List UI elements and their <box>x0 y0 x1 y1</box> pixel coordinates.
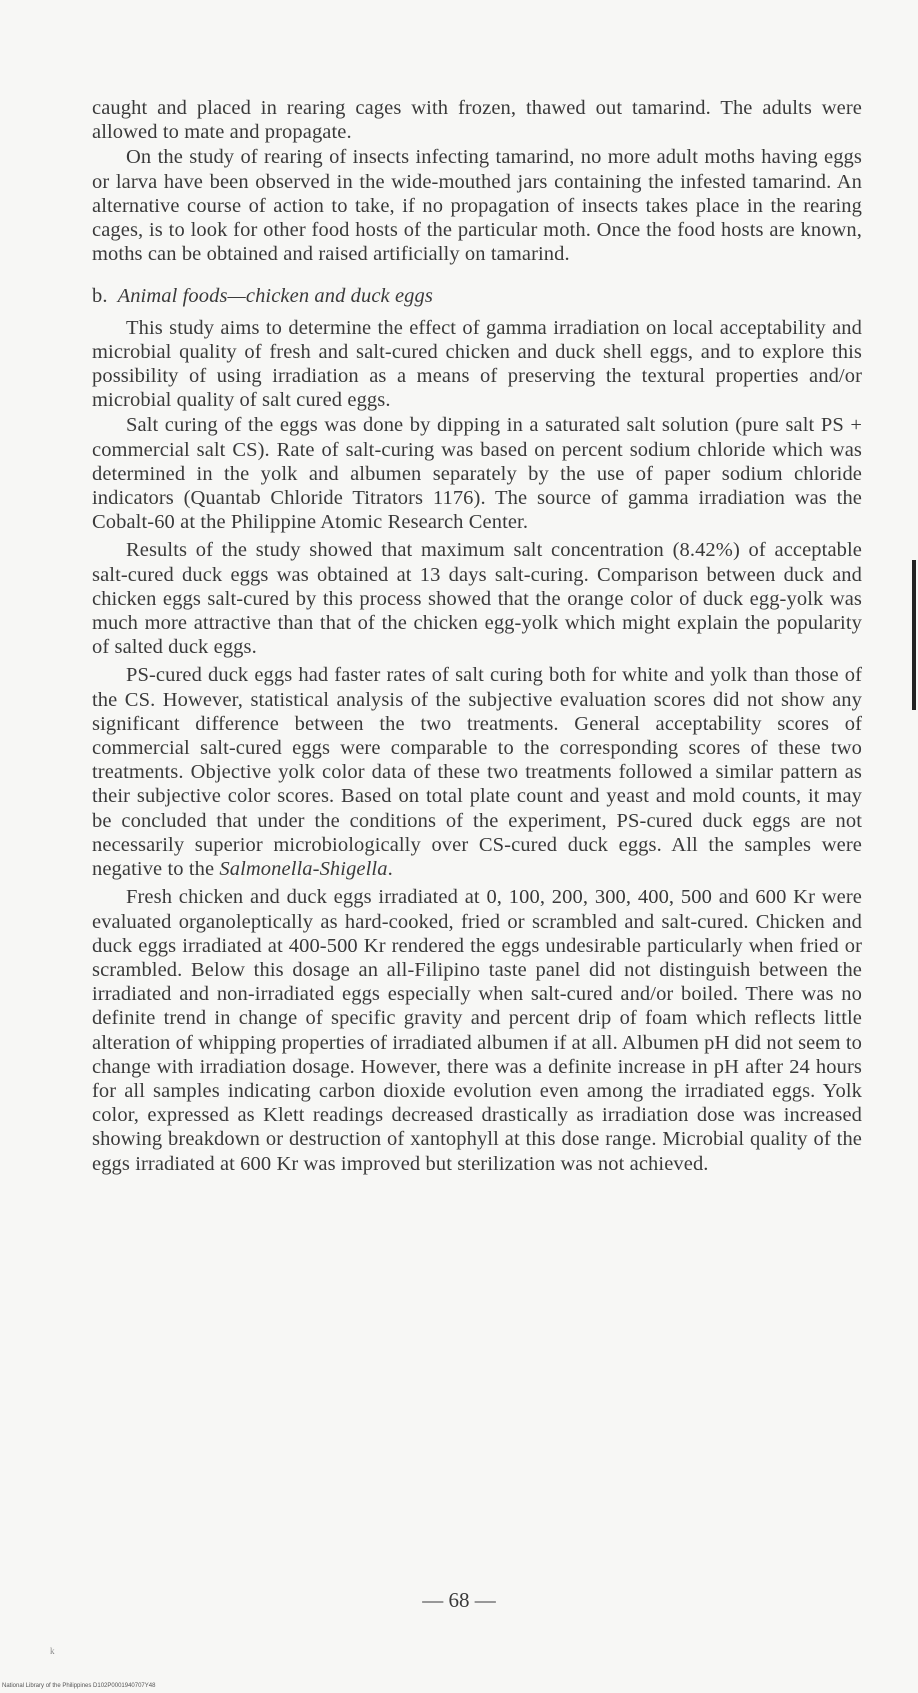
paragraph-rearing-study: On the study of rearing of insects infecting tamarind, no more adult moths having eggs or larva have been observed in the wide-mouthed jars containing the infested tamarind. An alternative course of action to take, if no propagation of insects takes place in the rearing cages, is to look for other food hosts of the particular moth. Once the food hosts are known, moths can be obtained and raised artificially on tamarind. <box>92 146 862 266</box>
paragraph-irradiation: Fresh chicken and duck eggs irradiated at 0, 100, 200, 300, 400, 500 and 600 Kr were evaluated organoleptically as hard-cooked, fried or scrambled and salt-cured. Chicken and duck eggs irradiated at 400-500 Kr rendered the eggs undesirable particularly when fried or scrambled. Below this dosage an all-Filipino taste panel did not distinguish between the irradiated and non-irradiated eggs especially when salt-cured and/or boiled. There was no definite trend in change of specific gravity and percent drip of foam which reflects little alteration of whipping properties of irradiated albumen if at all. Albumen pH did not seem to change with irradiation dosage. However, there was a definite increase in pH after 24 hours for all samples indicating carbon dioxide evolution even among the irradiated eggs. Yolk color, expressed as Klett readings decreased drastically as irradiation dose was increased showing breakdown or destruction of xantophyll at this dose range. Microbial quality of the eggs irradiated at 600 Kr was improved but sterilization was not achieved. <box>92 886 862 1175</box>
paragraph-ps-cured-text: PS-cured duck eggs had faster rates of salt curing both for white and yolk than those of the CS. However, statistical analysis of the subjective evaluation scores did not show any significant difference between the two treatments. General acceptability scores of commercial salt-cured eggs were comparable to the corresponding scores of these two treatments. Objective yolk color data of these two treatments followed a similar pattern as their subjective color scores. Based on total plate count and yeast and mold counts, it may be concluded that under the conditions of the experiment, PS-cured duck eggs are not necessarily superior microbiologically over CS-cured duck eggs. All the samples were negative to the <box>92 664 862 881</box>
section-heading <box>92 284 862 308</box>
paragraph-ps-cured-end: . <box>387 858 393 881</box>
paragraph-ps-cured <box>92 663 862 881</box>
section-title: Animal foods—chicken and duck eggs <box>117 285 433 308</box>
section-letter: b. <box>92 285 108 308</box>
library-credit: National Library of the Philippines D102P0001940707Y48 <box>2 1683 156 1689</box>
page-number: — 68 — <box>422 1588 496 1612</box>
scan-edge-mark <box>912 560 916 710</box>
paragraph-continued: caught and placed in rearing cages with frozen, thawed out tamarind. The adults were allowed to mate and propagate. <box>92 97 862 144</box>
body-text <box>92 96 862 1177</box>
paragraph-study-aims: This study aims to determine the effect of gamma irradiation on local acceptability and microbial quality of fresh and salt-cured chicken and duck shell eggs, and to explore this possibility of using irradiation as a means of preserving the textural properties and/or microbial quality of salt cured eggs. <box>92 316 862 412</box>
salmonella-shigella-term: Salmonella-Shigella <box>219 858 388 881</box>
paragraph-salt-curing: Salt curing of the eggs was done by dipping in a saturated salt solution (pure salt PS + commercial salt CS). Rate of salt-curing was based on percent sodium chloride which was determined in the yolk and albumen separately by the use of paper sodium chloride indicators (Quantab Chloride Titrators 1176). The source of gamma irradiation was the Cobalt-60 at the Philippine Atomic Research Center. <box>92 414 862 534</box>
paragraph-results: Results of the study showed that maximum salt concentration (8.42%) of acceptable salt-cured duck eggs was obtained at 13 days salt-curing. Comparison between duck and chicken eggs salt-cured by this process showed that the orange color of duck egg-yolk was much more attractive than that of the chicken egg-yolk which might explain the popularity of salted duck eggs. <box>92 539 862 659</box>
scan-speck: k <box>50 1646 55 1656</box>
